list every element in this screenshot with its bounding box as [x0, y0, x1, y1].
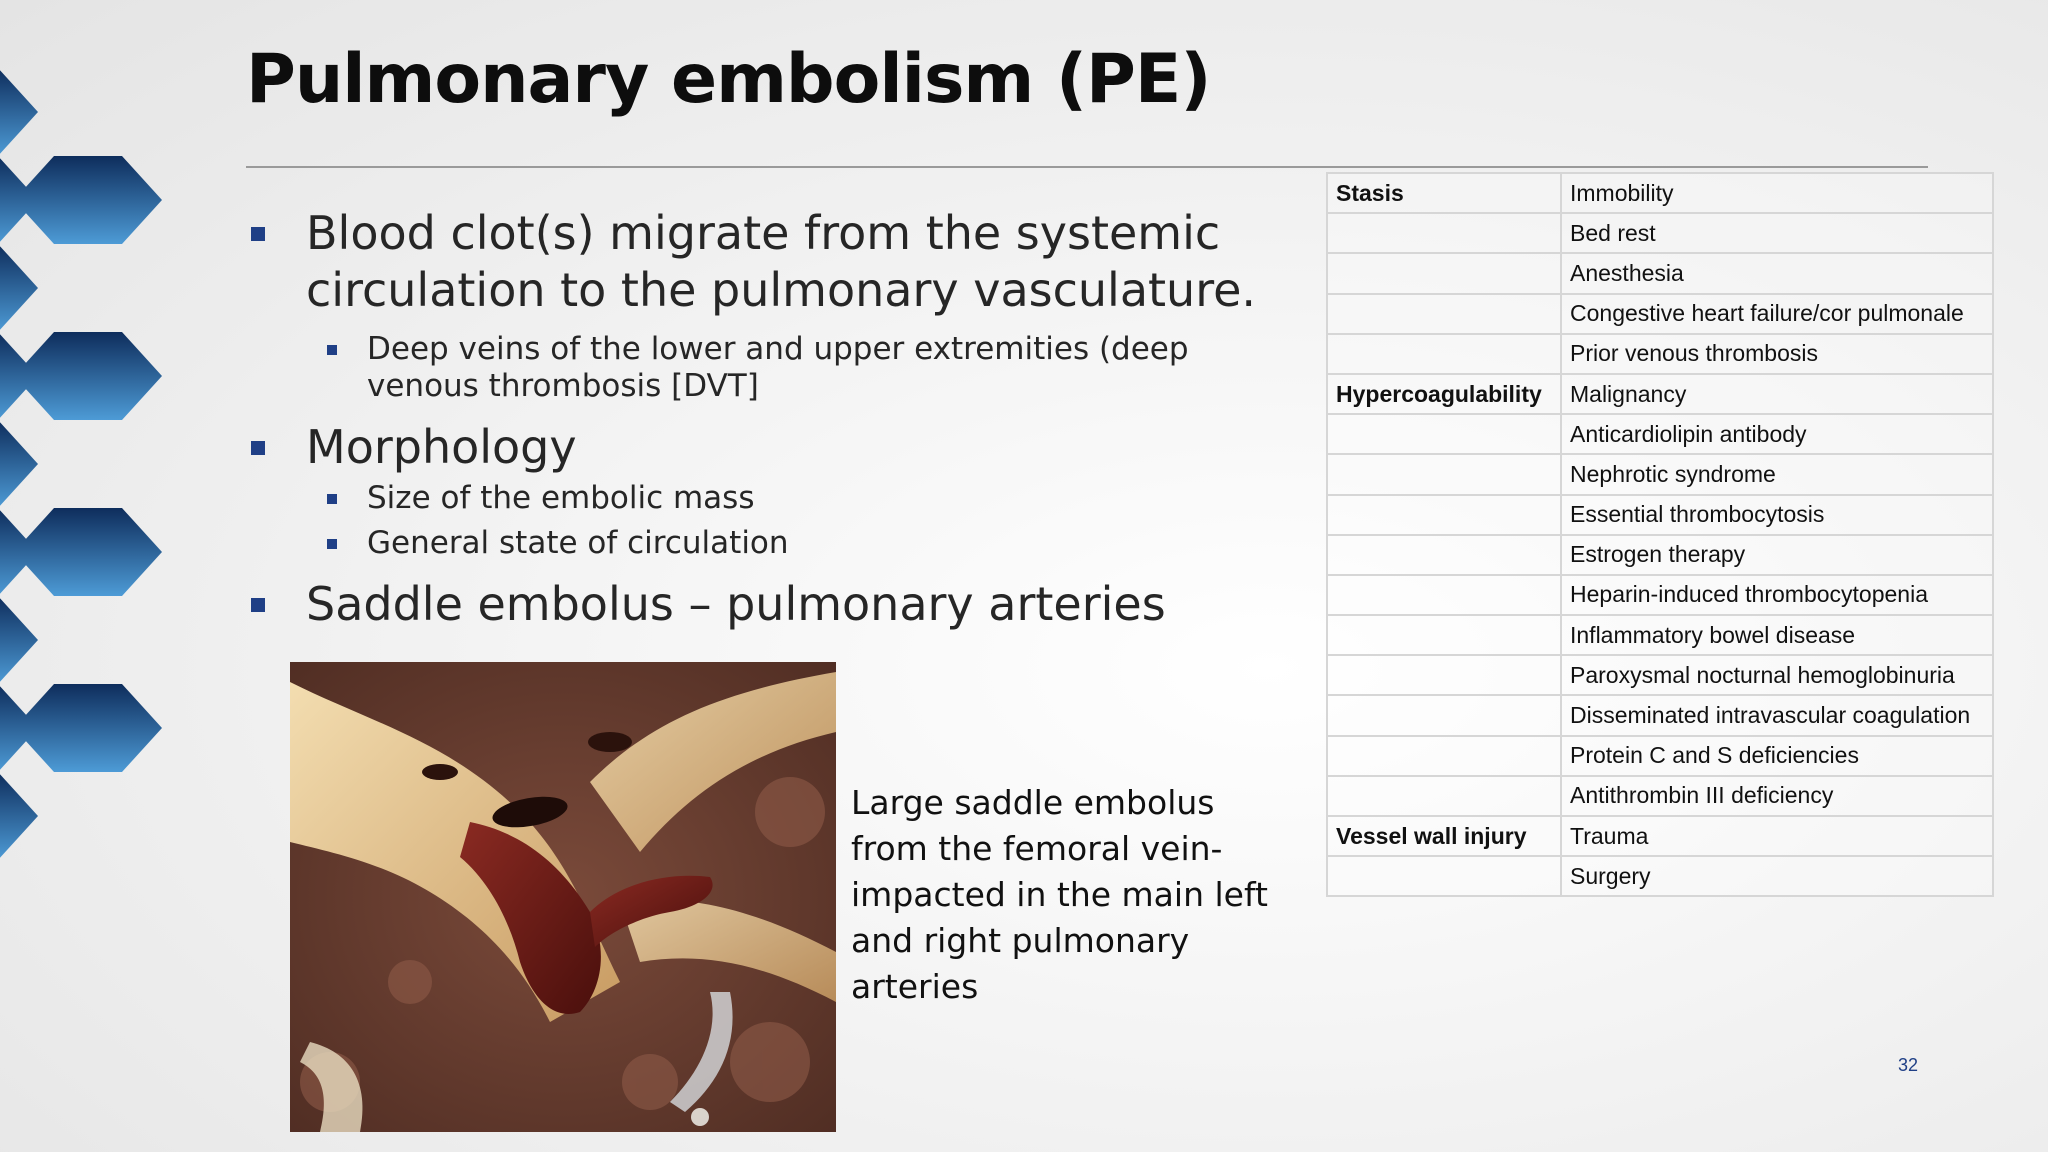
risk-category-cell — [1327, 454, 1561, 494]
slide-title: Pulmonary embolism (PE) — [246, 40, 1211, 119]
table-row — [1327, 776, 1993, 816]
table-row — [1327, 655, 1993, 695]
sub-bullet-dvt: Deep veins of the lower and upper extremities (deep venous thrombosis [DVT] — [246, 331, 1286, 405]
risk-factor-cell: Congestive heart failure/cor pulmonale — [1561, 294, 1993, 334]
risk-factor-cell: Protein C and S deficiencies — [1561, 736, 1993, 776]
risk-category-cell — [1327, 615, 1561, 655]
risk-factor-cell: Estrogen therapy — [1561, 535, 1993, 575]
risk-category-cell — [1327, 575, 1561, 615]
saddle-embolus-photo — [290, 662, 836, 1132]
bullet-clot-migration: Blood clot(s) migrate from the systemic circulation to the pulmonary vasculature. — [246, 205, 1286, 319]
risk-category-cell — [1327, 213, 1561, 253]
risk-category-cell — [1327, 736, 1561, 776]
risk-category-cell — [1327, 776, 1561, 816]
risk-factor-cell: Inflammatory bowel disease — [1561, 615, 1993, 655]
risk-factor-cell: Nephrotic syndrome — [1561, 454, 1993, 494]
risk-category-cell — [1327, 535, 1561, 575]
table-row — [1327, 575, 1993, 615]
sub-bullet-circulation: General state of circulation — [246, 525, 1286, 562]
bullet-saddle-embolus: Saddle embolus – pulmonary arteries — [246, 576, 1286, 633]
risk-factor-cell: Immobility — [1561, 173, 1993, 213]
risk-factor-cell: Paroxysmal nocturnal hemoglobinuria — [1561, 655, 1993, 695]
sub-bullet-embolic-mass: Size of the embolic mass — [246, 480, 1286, 517]
table-row — [1327, 374, 1993, 414]
risk-category-cell — [1327, 294, 1561, 334]
table-row — [1327, 816, 1993, 856]
hexagon-decoration — [0, 0, 200, 870]
risk-category-cell — [1327, 253, 1561, 293]
table-row — [1327, 615, 1993, 655]
table-row — [1327, 334, 1993, 374]
risk-factor-cell: Bed rest — [1561, 213, 1993, 253]
table-row — [1327, 495, 1993, 535]
risk-category-cell — [1327, 334, 1561, 374]
table-row — [1327, 294, 1993, 334]
risk-factor-table — [1326, 172, 1994, 897]
risk-category-cell — [1327, 495, 1561, 535]
bullet-morphology: Morphology — [246, 419, 1286, 476]
table-row — [1327, 173, 1993, 213]
page-number: 32 — [1898, 1055, 1919, 1075]
risk-factor-cell: Anesthesia — [1561, 253, 1993, 293]
table-row — [1327, 695, 1993, 735]
table-row — [1327, 414, 1993, 454]
risk-category-cell — [1327, 414, 1561, 454]
risk-factor-cell: Anticardiolipin antibody — [1561, 414, 1993, 454]
risk-factor-cell: Surgery — [1561, 856, 1993, 896]
risk-category-cell — [1327, 695, 1561, 735]
table-row — [1327, 736, 1993, 776]
table-row — [1327, 535, 1993, 575]
table-row — [1327, 213, 1993, 253]
risk-category-cell: Vessel wall injury — [1327, 816, 1561, 856]
risk-category-cell: Hypercoagulability — [1327, 374, 1561, 414]
title-divider — [246, 166, 1928, 168]
risk-category-cell — [1327, 856, 1561, 896]
risk-factor-cell: Essential thrombocytosis — [1561, 495, 1993, 535]
risk-category-cell: Stasis — [1327, 173, 1561, 213]
risk-factor-cell: Heparin-induced thrombocytopenia — [1561, 575, 1993, 615]
risk-factor-cell: Antithrombin III deficiency — [1561, 776, 1993, 816]
table-row — [1327, 253, 1993, 293]
risk-factor-cell: Trauma — [1561, 816, 1993, 856]
risk-factor-cell: Malignancy — [1561, 374, 1993, 414]
bullet-list — [246, 205, 1286, 633]
risk-category-cell — [1327, 655, 1561, 695]
risk-factor-cell: Prior venous thrombosis — [1561, 334, 1993, 374]
risk-factor-cell: Disseminated intravascular coagulation — [1561, 695, 1993, 735]
photo-caption: Large saddle embolus from the femoral vein- impacted in the main left and right pulmonary arteries — [851, 783, 1268, 1006]
table-row — [1327, 856, 1993, 896]
table-row — [1327, 454, 1993, 494]
